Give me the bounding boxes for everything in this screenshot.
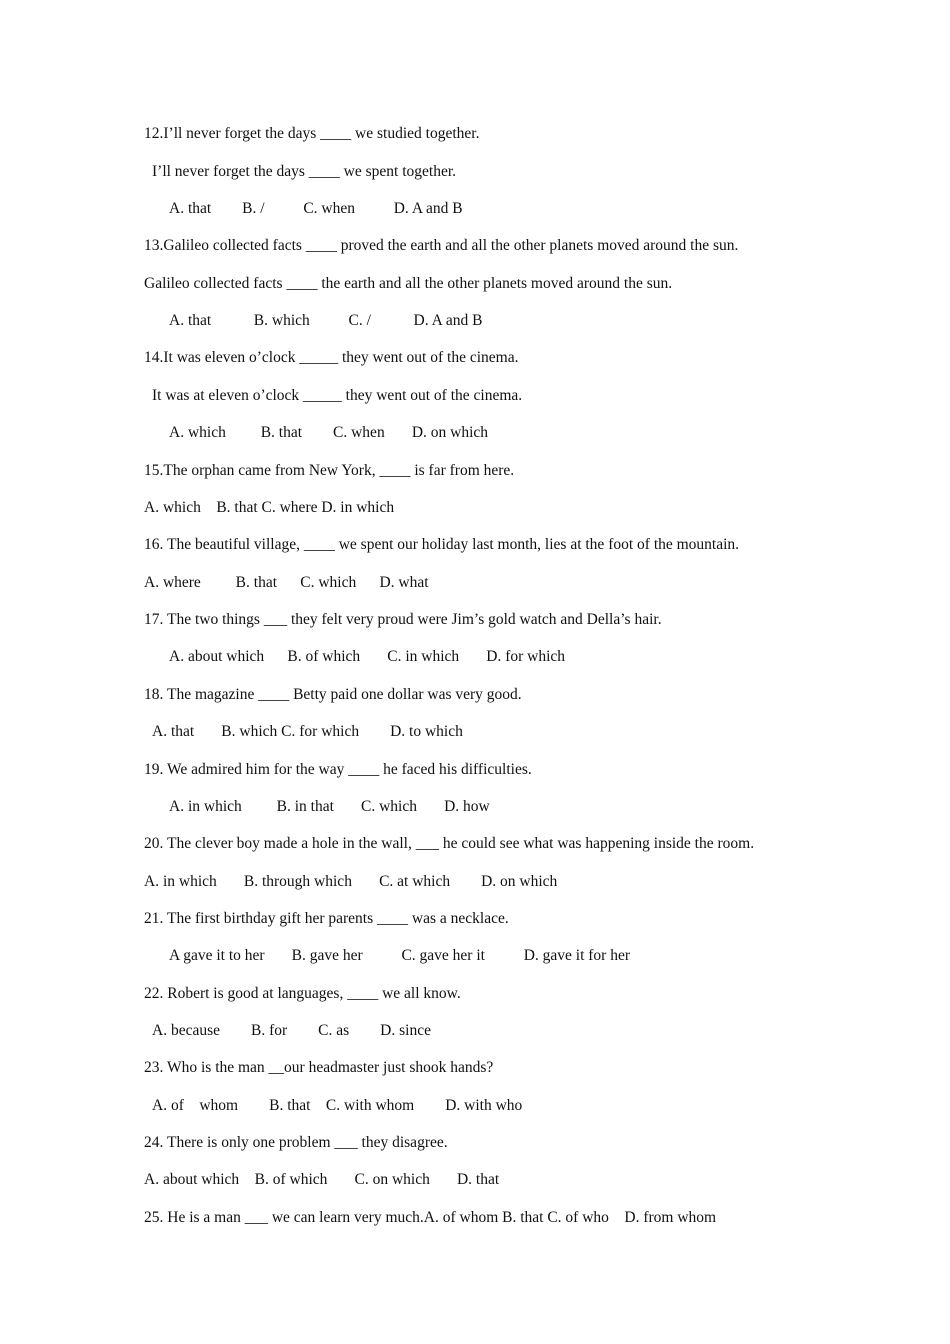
question-18-stem: 18. The magazine ____ Betty paid one dollar was very good. <box>144 686 522 703</box>
question-14-stem-a: 14.It was eleven o’clock _____ they went out of the cinema. <box>144 349 519 366</box>
question-21-options: A gave it to her B. gave her C. gave her it D. gave it for her <box>169 947 631 964</box>
question-17-options: A. about which B. of which C. in which D. for which <box>169 648 566 665</box>
question-14-options: A. which B. that C. when D. on which <box>169 424 489 441</box>
question-20-options: A. in which B. through which C. at which D. on which <box>144 873 558 890</box>
question-23-stem: 23. Who is the man __our headmaster just shook hands? <box>144 1059 494 1076</box>
question-22-options: A. because B. for C. as D. since <box>152 1022 431 1039</box>
question-15-options: A. which B. that C. where D. in which <box>144 499 395 516</box>
question-12-options: A. that B. / C. when D. A and B <box>169 200 463 217</box>
question-17-stem: 17. The two things ___ they felt very proud were Jim’s gold watch and Della’s hair. <box>144 611 662 628</box>
question-12-stem-b: I’ll never forget the days ____ we spent together. <box>152 163 457 180</box>
question-21-stem: 21. The first birthday gift her parents ____ was a necklace. <box>144 910 509 927</box>
question-22-stem: 22. Robert is good at languages, ____ we all know. <box>144 985 461 1002</box>
question-24-stem: 24. There is only one problem ___ they disagree. <box>144 1134 448 1151</box>
question-18-options: A. that B. which C. for which D. to which <box>152 723 463 740</box>
question-13-options: A. that B. which C. / D. A and B <box>169 312 483 329</box>
question-20-stem: 20. The clever boy made a hole in the wall, ___ he could see what was happening inside the room. <box>144 835 755 852</box>
question-23-options: A. of whom B. that C. with whom D. with who <box>152 1097 523 1114</box>
question-19-stem: 19. We admired him for the way ____ he faced his difficulties. <box>144 761 532 778</box>
question-16-stem: 16. The beautiful village, ____ we spent our holiday last month, lies at the foot of the mountain. <box>144 536 740 553</box>
question-13-stem-b: Galileo collected facts ____ the earth and all the other planets moved around the sun. <box>144 275 673 292</box>
question-12-stem-a: 12.I’ll never forget the days ____ we studied together. <box>144 125 480 142</box>
question-25-stem-and-options: 25. He is a man ___ we can learn very much.A. of whom B. that C. of who D. from whom <box>144 1209 717 1226</box>
question-14-stem-b: It was at eleven o’clock _____ they went out of the cinema. <box>152 387 523 404</box>
question-24-options: A. about which B. of which C. on which D. that <box>144 1171 500 1188</box>
question-15-stem: 15.The orphan came from New York, ____ is far from here. <box>144 462 515 479</box>
question-16-options: A. where B. that C. which D. what <box>144 574 429 591</box>
question-13-stem-a: 13.Galileo collected facts ____ proved the earth and all the other planets moved around the sun. <box>144 237 739 254</box>
question-19-options: A. in which B. in that C. which D. how <box>169 798 490 815</box>
